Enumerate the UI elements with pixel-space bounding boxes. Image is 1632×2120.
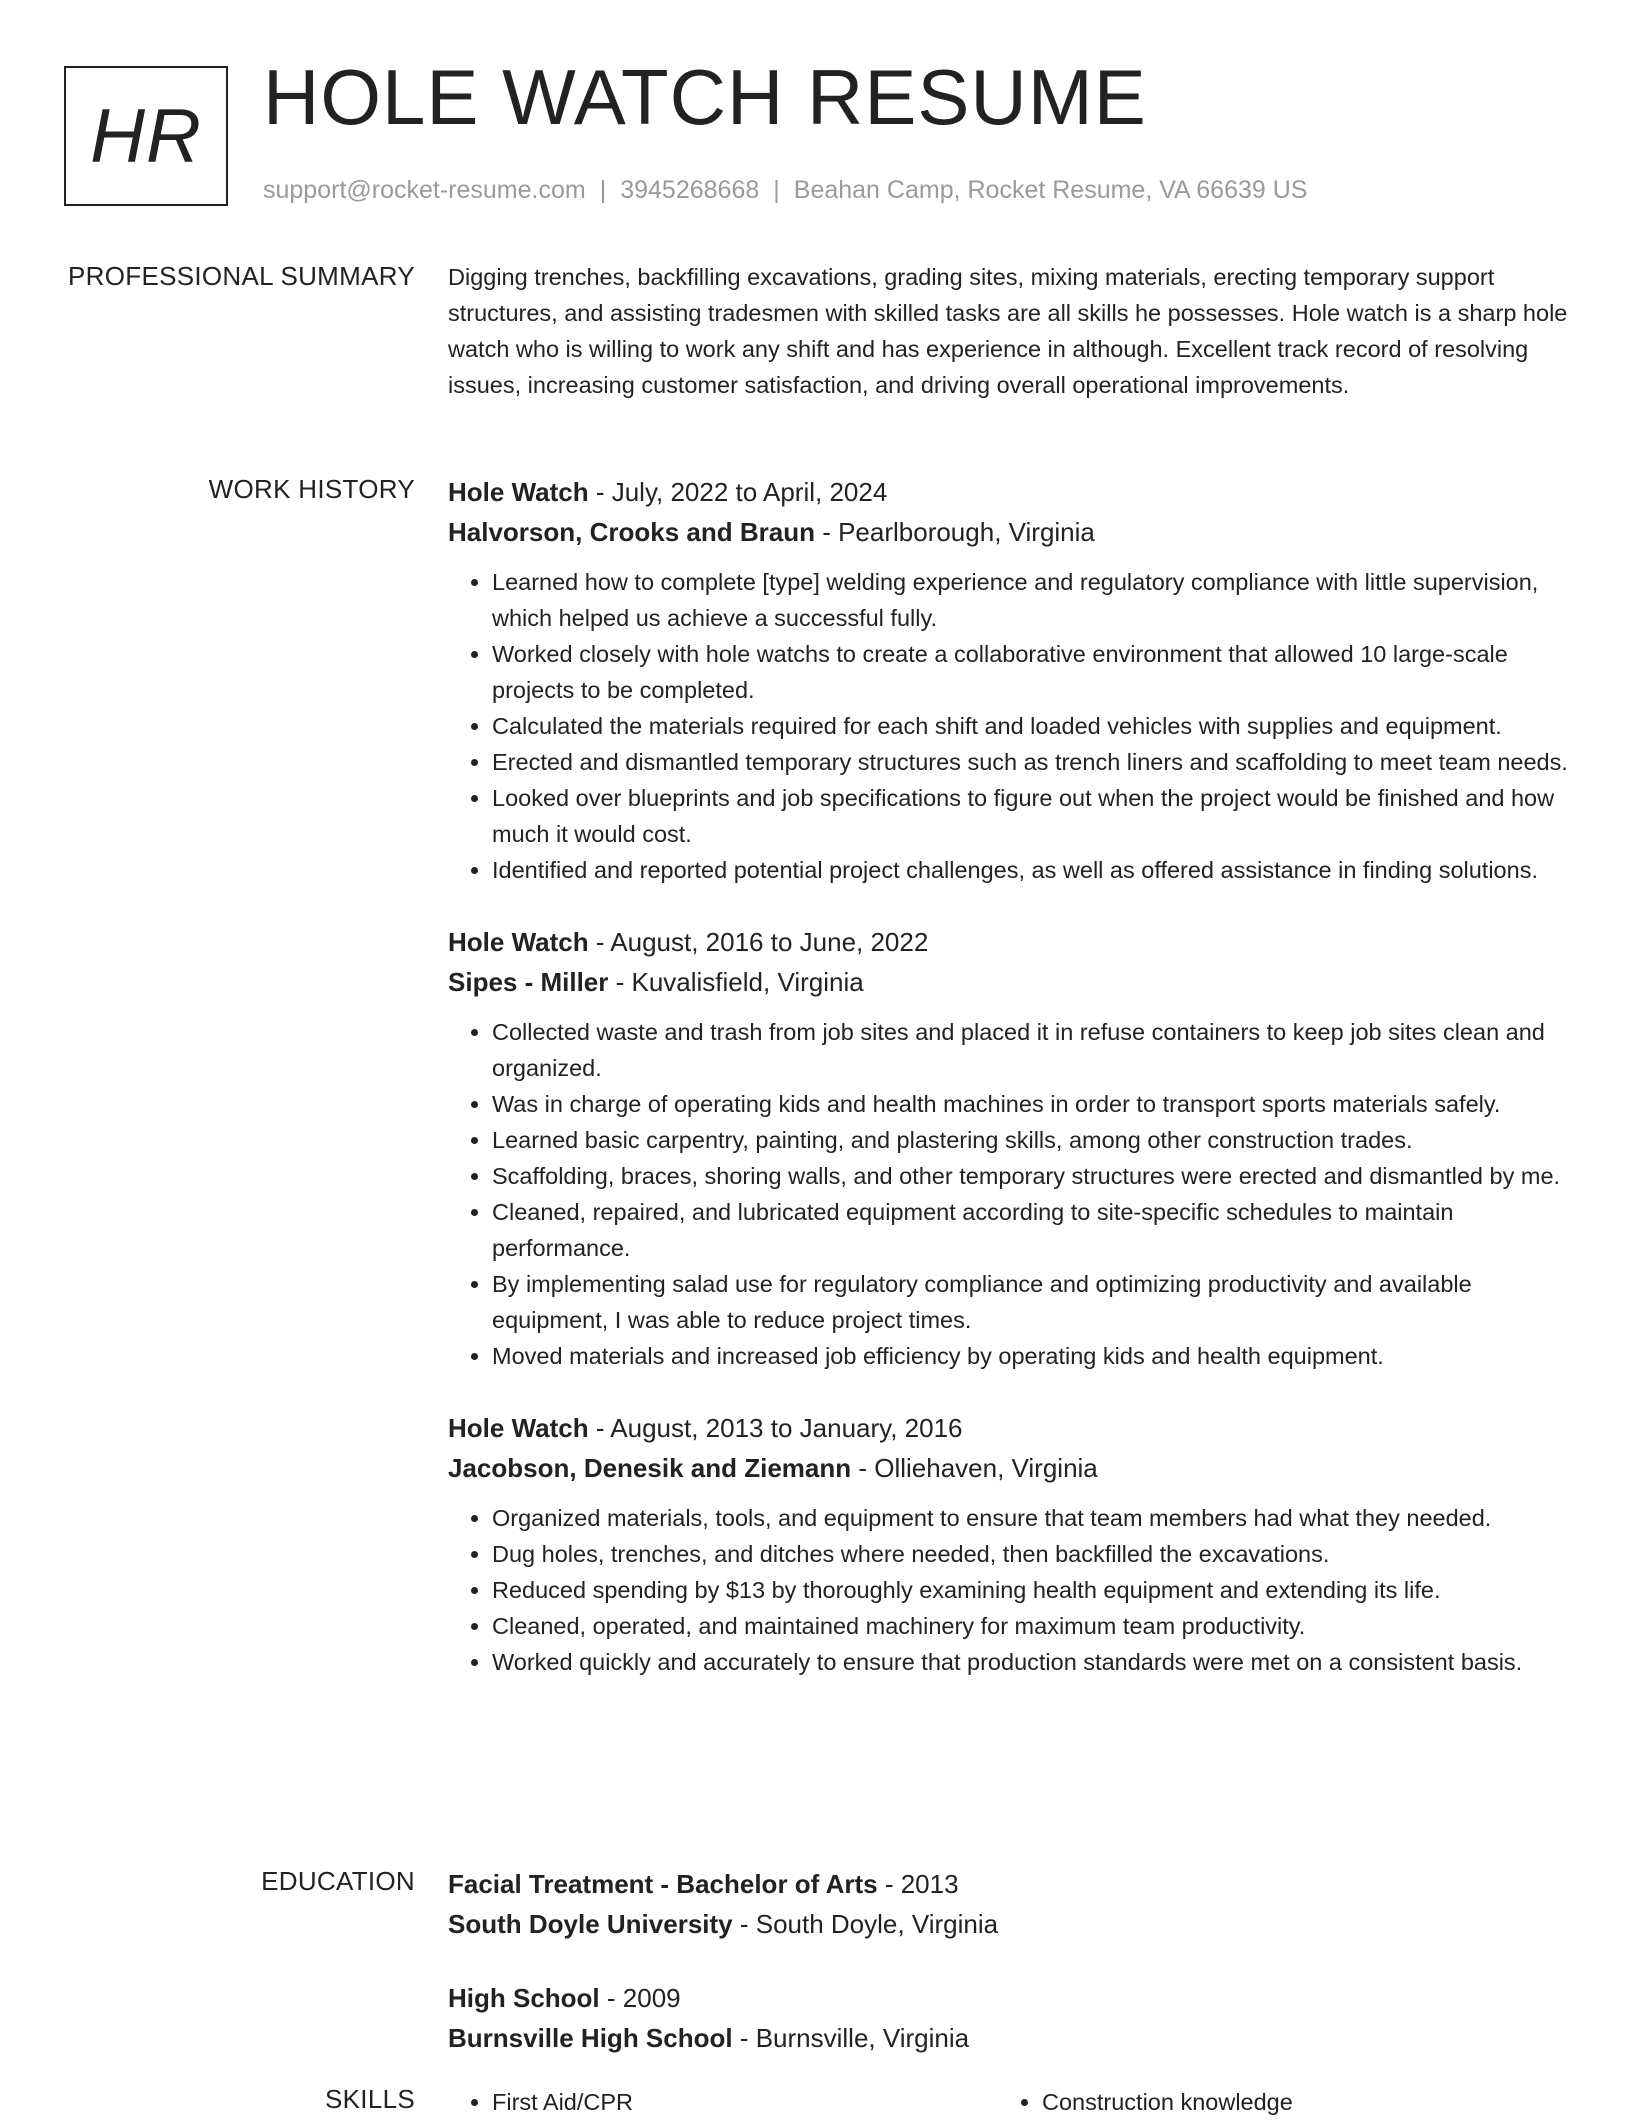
job-entry [448,472,1568,888]
monogram-badge: HR [64,66,228,206]
skills-list [448,2084,1568,2120]
job-title: Hole Watch [448,1413,589,1443]
job-bullets [448,564,1568,888]
bullet-item: • Collected waste and trash from job sites and placed it in refuse containers to keep job sites clean and organized. [492,1014,1568,1086]
education-entry [448,1978,1568,2058]
school-name: Burnsville High School [448,2023,733,2053]
bullet-item: • Reduced spending by $13 by thoroughly examining health equipment and extending its life. [492,1572,1568,1608]
email-link[interactable]: support@rocket-resume.com [263,176,586,204]
education-entry [448,1864,1568,1944]
bullet-item: • Dug holes, trenches, and ditches where needed, then backfilled the excavations. [492,1536,1568,1572]
section-label-summary: PROFESSIONAL SUMMARY [68,261,415,291]
school-line [448,1904,1568,1944]
bullet-item: • Looked over blueprints and job specifications to figure out when the project would be finished and how much it would cost. [492,780,1568,852]
job-company-line [448,962,1568,1002]
job-location: - Olliehaven, Virginia [851,1453,1098,1483]
job-title: Hole Watch [448,927,589,957]
job-title-line [448,472,1568,512]
job-location: - Kuvalisfield, Virginia [608,967,864,997]
skill-item: • First Aid/CPR [492,2084,998,2120]
job-entry [448,1408,1568,1680]
resume-title: HOLE WATCH RESUME [263,53,1147,141]
bullet-item: • By implementing salad use for regulatory compliance and optimizing productivity and available equipment, I was able to reduce project times. [492,1266,1568,1338]
job-entry [448,922,1568,1374]
job-bullets [448,1014,1568,1374]
section-label-education: EDUCATION [261,1866,415,1896]
degree: Facial Treatment - Bachelor of Arts [448,1869,878,1899]
job-title-line [448,922,1568,962]
skills-column-left [448,2084,998,2120]
degree-line [448,1864,1568,1904]
bullet-item: • Learned basic carpentry, painting, and plastering skills, among other construction trades. [492,1122,1568,1158]
address: Beahan Camp, Rocket Resume, VA 66639 US [793,176,1308,204]
bullet-item: • Scaffolding, braces, shoring walls, and other temporary structures were erected and dismantled by me. [492,1158,1568,1194]
bullet-item: • Cleaned, repaired, and lubricated equipment according to site-specific schedules to maintain performance. [492,1194,1568,1266]
bullet-item: • Identified and reported potential project challenges, as well as offered assistance in finding solutions. [492,852,1568,888]
job-bullets [448,1500,1568,1680]
bullet-item: • Was in charge of operating kids and health machines in order to transport sports materials safely. [492,1086,1568,1122]
bullet-item: • Worked quickly and accurately to ensure that production standards were met on a consistent basis. [492,1644,1568,1680]
degree: High School [448,1983,600,2013]
company-name: Sipes - Miller [448,967,609,997]
job-dates: - August, 2013 to January, 2016 [588,1413,963,1443]
summary-text: Digging trenches, backfilling excavations, grading sites, mixing materials, erecting temporary support structures, and assisting tradesmen with skilled tasks are all skills he possesses. Hole watch is a sharp hole watch who is willing to work any shift and has experience in although. Excellent track record of resolving issues, increasing customer satisfaction, and driving overall operational improvements. [448,264,1568,398]
degree-line [448,1978,1568,2018]
contact-line [263,176,1307,205]
bullet-item: • Calculated the materials required for each shift and loaded vehicles with supplies and equipment. [492,708,1568,744]
job-dates: - July, 2022 to April, 2024 [588,477,888,507]
job-company-line [448,512,1568,552]
job-dates: - August, 2016 to June, 2022 [588,927,929,957]
degree-year: - 2009 [599,1983,681,2013]
section-label-work-history: WORK HISTORY [208,474,415,504]
job-title: Hole Watch [448,477,589,507]
bullet-item: • Erected and dismantled temporary structures such as trench liners and scaffolding to meet team needs. [492,744,1568,780]
bullet-item: • Organized materials, tools, and equipment to ensure that team members had what they needed. [492,1500,1568,1536]
phone-number[interactable]: 3945268668 [620,176,760,204]
section-label-skills: SKILLS [325,2084,415,2114]
bullet-item: • Learned how to complete [type] welding experience and regulatory compliance with little supervision, which helped us achieve a successful fully. [492,564,1568,636]
bullet-item: • Moved materials and increased job efficiency by operating kids and health equipment. [492,1338,1568,1374]
separator: | [599,176,607,204]
school-name: South Doyle University [448,1909,733,1939]
company-name: Halvorson, Crooks and Braun [448,517,815,547]
bullet-item: • Worked closely with hole watchs to create a collaborative environment that allowed 10 large-scale projects to be completed. [492,636,1568,708]
skill-item: • Construction knowledge [1042,2084,1548,2120]
separator: | [773,176,780,204]
degree-year: - 2013 [877,1869,959,1899]
job-company-line [448,1448,1568,1488]
school-location: - South Doyle, Virginia [732,1909,999,1939]
school-location: - Burnsville, Virginia [732,2023,970,2053]
company-name: Jacobson, Denesik and Ziemann [448,1453,852,1483]
school-line [448,2018,1568,2058]
skills-column-right [998,2084,1548,2120]
job-title-line [448,1408,1568,1448]
bullet-item: • Cleaned, operated, and maintained machinery for maximum team productivity. [492,1608,1568,1644]
job-location: - Pearlborough, Virginia [814,517,1095,547]
jobs-list [448,472,1568,1714]
